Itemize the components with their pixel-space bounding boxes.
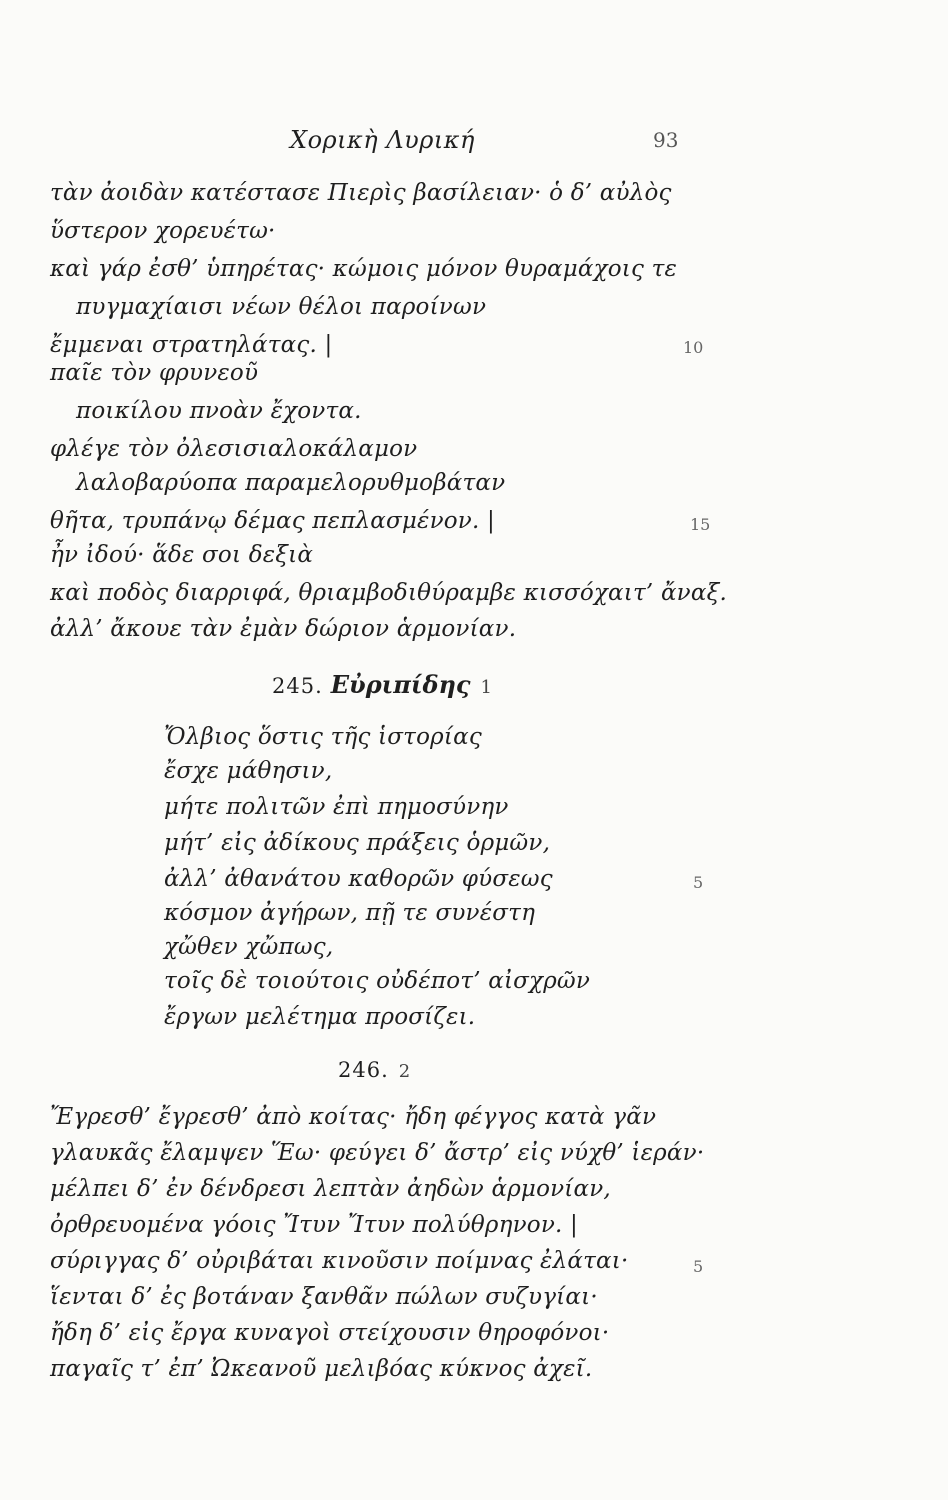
- verse-line: θῆτα, τρυπάνῳ δέμας πεπλασμένον. |: [50, 508, 495, 534]
- verse-line: ὕστερον χορευέτω·: [50, 218, 276, 244]
- verse-line: φλέγε τὸν ὀλεσισιαλοκάλαμον: [50, 436, 418, 462]
- fragment-author: Εὐριπίδης: [330, 670, 471, 699]
- verse-line: παγαῖς τ’ ἐπ’ Ὠκεανοῦ μελιβόας κύκνος ἀχεῖ.: [50, 1356, 593, 1382]
- verse-line: ὀρθρευομένα γόοις Ἴτυν Ἴτυν πολύθρηνον. |: [50, 1212, 578, 1238]
- verse-line: ἔσχε μάθησιν,: [164, 758, 333, 784]
- fragment-reference: 1: [480, 677, 492, 698]
- verse-line: ποικίλου πνοὰν ἔχοντα.: [76, 398, 362, 424]
- line-number: 10: [683, 338, 704, 357]
- verse-line: ἤδη δ’ εἰς ἔργα κυναγοὶ στείχουσιν θηροφόνοι·: [50, 1320, 610, 1346]
- fragment-heading-245: [272, 670, 492, 699]
- line-number: 5: [693, 1257, 704, 1276]
- line-number: 5: [693, 873, 704, 892]
- fragment-heading-246: [338, 1058, 410, 1083]
- verse-line: πυγμαχίαισι νέων θέλοι παροίνων: [76, 294, 487, 320]
- verse-line: σύριγγας δ’ οὐριβάται κινοῦσιν ποίμνας ἐλάται·: [50, 1248, 629, 1274]
- running-title: Χορικὴ Λυρική: [290, 126, 475, 154]
- verse-line: μήτε πολιτῶν ἐπὶ πημοσύνην: [164, 794, 509, 820]
- verse-line: ἔμμεναι στρατηλάτας. |: [50, 332, 333, 358]
- verse-line: ἀλλ’ ἄκουε τὰν ἐμὰν δώριον ἁρμονίαν.: [50, 616, 517, 642]
- fragment-number: 245.: [272, 674, 323, 698]
- verse-line: γλαυκᾶς ἔλαμψεν Ἕω· φεύγει δ’ ἄστρ’ εἰς νύχθ’ ἱεράν·: [50, 1140, 705, 1166]
- verse-line: τὰν ἀοιδὰν κατέστασε Πιερὶς βασίλειαν· ὁ δ’ αὐλὸς: [50, 180, 672, 206]
- verse-line: λαλοβαρύοπα παραμελορυθμοβάταν: [76, 470, 506, 496]
- verse-line: παῖε τὸν φρυνεοῦ: [50, 360, 259, 386]
- verse-line: μέλπει δ’ ἐν δένδρεσι λεπτὰν ἀηδὼν ἁρμονίαν,: [50, 1176, 611, 1202]
- page-number: 93: [653, 128, 679, 152]
- verse-line: χὤθεν χὤπως,: [164, 934, 334, 960]
- verse-line: ἀλλ’ ἀθανάτου καθορῶν φύσεως: [164, 866, 553, 892]
- verse-line: Ἔγρεσθ’ ἔγρεσθ’ ἀπὸ κοίτας· ἤδη φέγγος κατὰ γᾶν: [50, 1104, 657, 1130]
- fragment-number: 246.: [338, 1058, 389, 1082]
- verse-line: ἔργων μελέτημα προσίζει.: [164, 1004, 476, 1030]
- verse-line: ἵενται δ’ ἐς βοτάναν ξανθᾶν πώλων συζυγίαι·: [50, 1284, 598, 1310]
- verse-line: τοῖς δὲ τοιούτοις οὐδέποτ’ αἰσχρῶν: [164, 968, 591, 994]
- verse-line: κόσμον ἀγήρων, πῇ τε συνέστη: [164, 900, 536, 926]
- running-head: [0, 122, 948, 162]
- verse-line: μήτ’ εἰς ἀδίκους πράξεις ὁρμῶν,: [164, 830, 551, 856]
- line-number: 15: [690, 515, 711, 534]
- verse-line: ἦν ἰδού· ἅδε σοι δεξιὰ: [50, 542, 314, 568]
- verse-line: καὶ γάρ ἐσθ’ ὑπηρέτας· κώμοις μόνον θυραμάχοις τε: [50, 256, 678, 282]
- verse-line: καὶ ποδὸς διαρριφά, θριαμβοδιθύραμβε κισσόχαιτ’ ἄναξ.: [50, 580, 727, 606]
- verse-line: Ὄλβιος ὅστις τῆς ἱστορίας: [164, 724, 482, 750]
- fragment-reference: 2: [398, 1061, 411, 1082]
